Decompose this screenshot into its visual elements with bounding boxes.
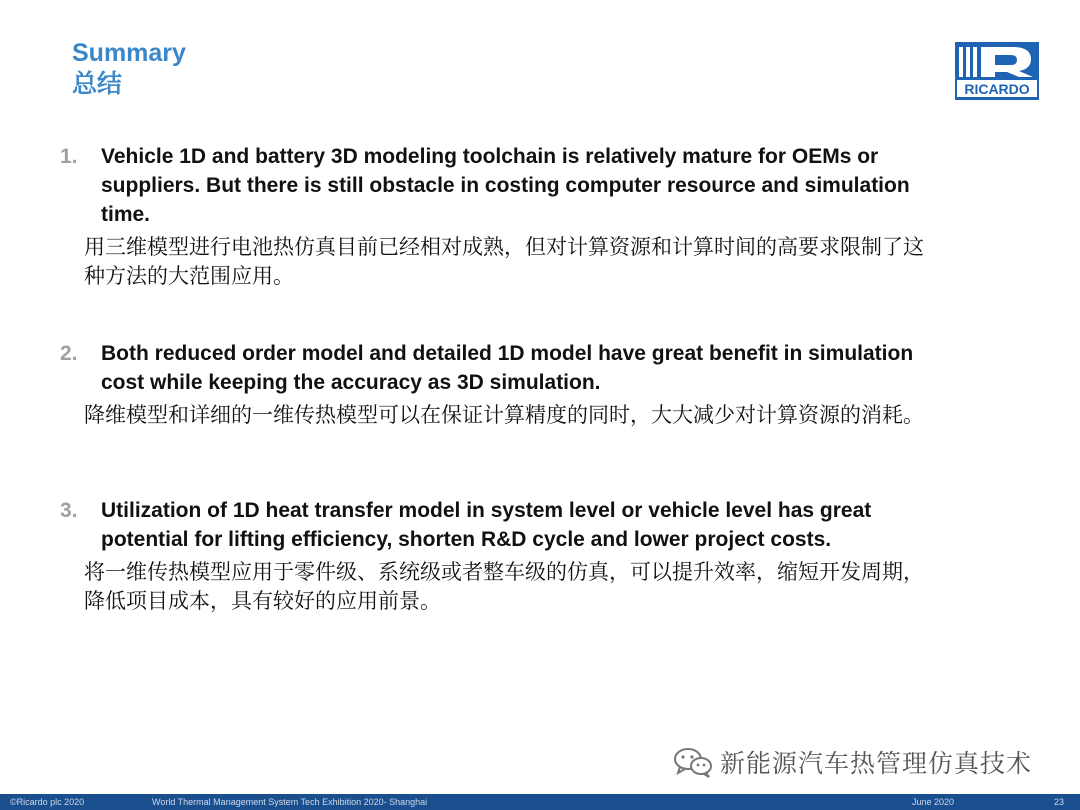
item-text-chinese: 将一维传热模型应用于零件级、系统级或者整车级的仿真，可以提升效率，缩短开发周期，降低项目成本，具有较好的应用前景。 xyxy=(84,561,924,613)
watermark xyxy=(672,744,1032,780)
item-text-english: Utilization of 1D heat transfer model in system level or vehicle level has great potential for lifting efficiency, shorten R&D cycle and lower project costs. xyxy=(101,499,872,551)
footer-event: World Thermal Management System Tech Exhibition 2020- Shanghai xyxy=(152,797,428,807)
page-title: Summary xyxy=(72,39,186,67)
item-number: 3. xyxy=(60,499,78,522)
ricardo-logo xyxy=(955,42,1039,100)
list-item xyxy=(60,142,960,339)
list-item xyxy=(60,339,960,496)
page-title-chinese: 总结 xyxy=(72,70,123,98)
svg-text:RICARDO: RICARDO xyxy=(964,81,1030,97)
item-number: 2. xyxy=(60,342,78,365)
summary-list xyxy=(60,142,960,616)
footer-bar xyxy=(0,794,1080,810)
item-text-english: Both reduced order model and detailed 1D model have great benefit in simulation cost while keeping the accuracy as 3D simulation. xyxy=(101,342,914,394)
list-item xyxy=(60,496,960,616)
watermark-text: 新能源汽车热管理仿真技术 xyxy=(720,750,1033,778)
wechat-icon xyxy=(672,745,714,779)
item-number: 1. xyxy=(60,145,78,168)
title-block xyxy=(72,38,186,100)
item-text-english: Vehicle 1D and battery 3D modeling toolchain is relatively mature for OEMs or suppliers. But there is still obstacle in costing computer resource and simulation time. xyxy=(101,145,910,226)
page-number: 23 xyxy=(1054,797,1065,807)
footer-copyright: ©Ricardo plc 2020 xyxy=(10,797,85,807)
item-text-chinese: 用三维模型进行电池热仿真目前已经相对成熟，但对计算资源和计算时间的高要求限制了这种方法的大范围应用。 xyxy=(84,236,924,288)
footer-date: June 2020 xyxy=(912,797,955,807)
item-text-chinese: 降维模型和详细的一维传热模型可以在保证计算精度的同时，大大减少对计算资源的消耗。 xyxy=(84,404,924,427)
